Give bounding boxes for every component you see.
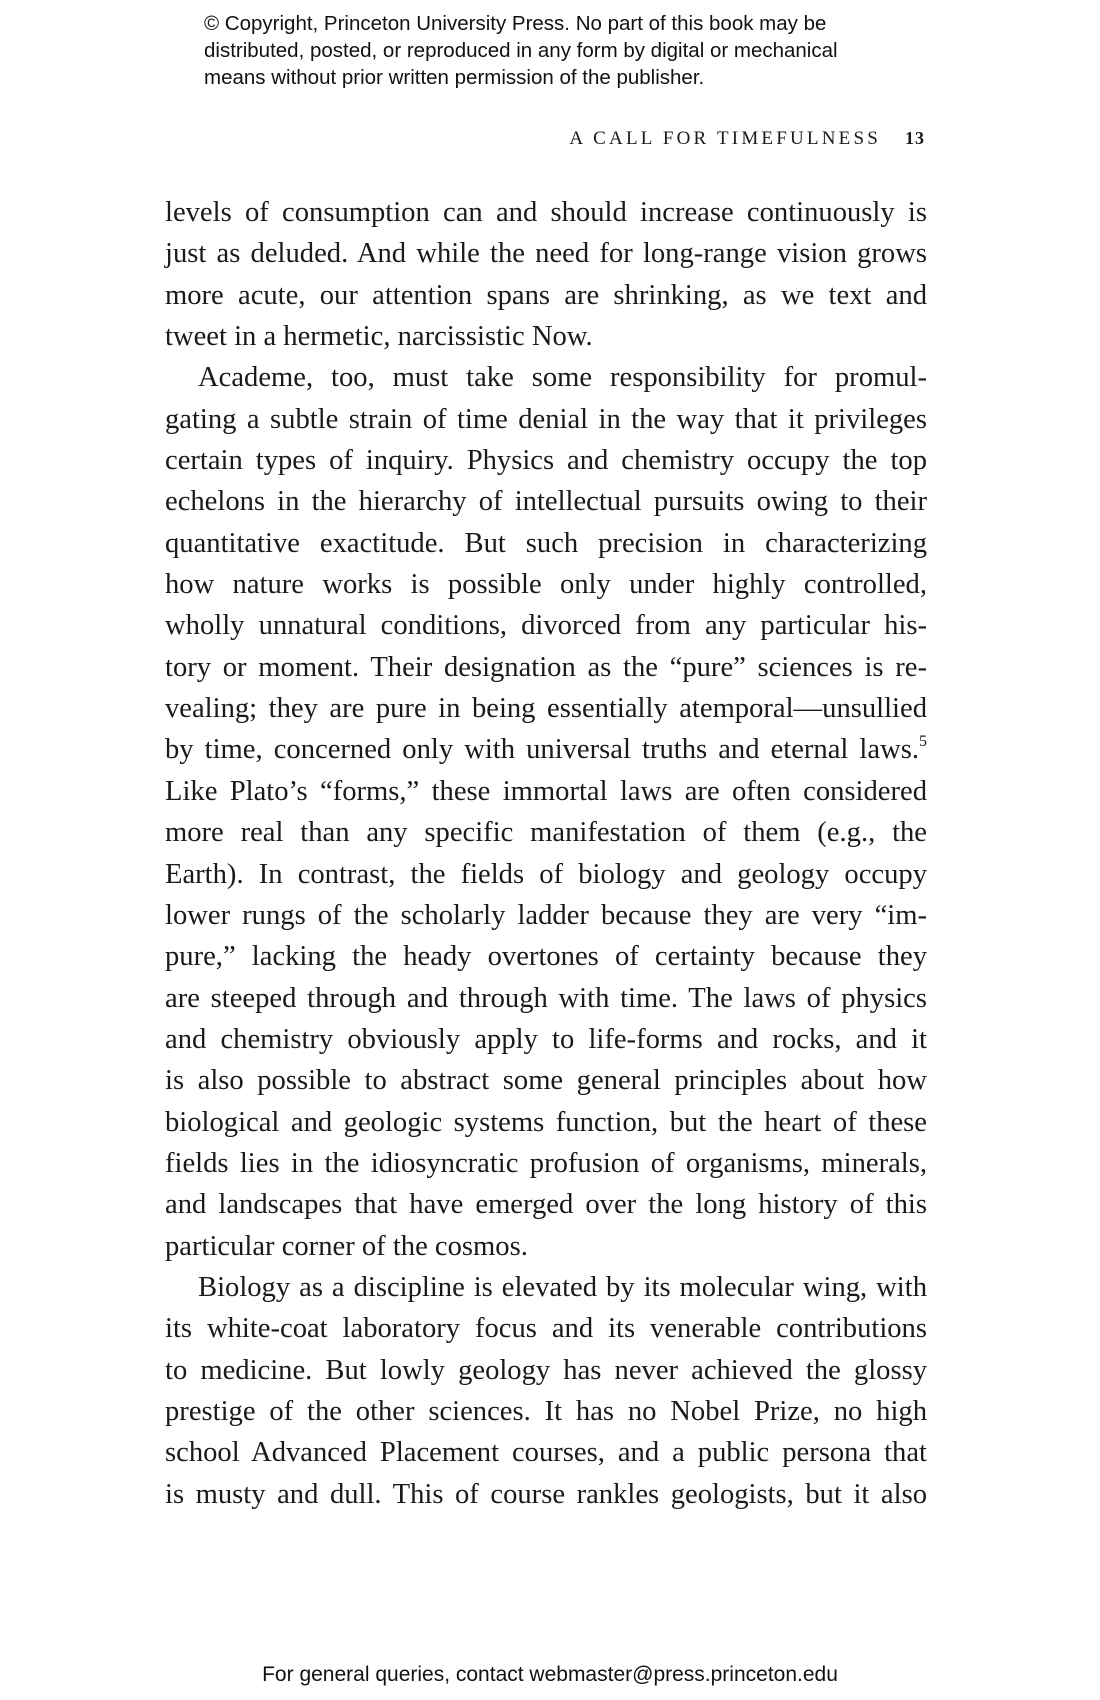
text-line-with-footnote [165,729,927,770]
paragraph-first-line: Academe, too, must take some responsibility for promul- [198,362,927,394]
text-line: wholly unnatural conditions, divorced from any particular his- [165,610,927,642]
text-line: more real than any specific manifestation of them (e.g., the [165,817,927,849]
text-line: tory or moment. Their designation as the “pure” sciences is re- [165,651,927,683]
copyright-notice [204,10,924,91]
text-line: pure,” lacking the heady overtones of certainty because they [165,941,927,973]
text-line: is also possible to abstract some general principles about how [165,1065,927,1097]
copyright-notice-line: distributed, posted, or reproduced in any form by digital or mechanical [204,39,838,62]
text-line: school Advanced Placement courses, and a public persona that [165,1437,927,1469]
paragraph-first-line: Biology as a discipline is elevated by its molecular wing, with [198,1271,927,1303]
text-line: is musty and dull. This of course rankles geologists, but it also [165,1478,927,1510]
copyright-notice-line: means without prior written permission of the publisher. [204,66,705,89]
text-line: gating a subtle strain of time denial in the way that it privileges [165,403,927,435]
text-line: more acute, our attention spans are shrinking, as we text and [165,279,927,311]
copyright-notice-line: © Copyright, Princeton University Press. No part of this book may be [204,12,827,35]
text-line: lower rungs of the scholarly ladder because they are very “im- [165,899,927,931]
text-line: and chemistry obviously apply to life-forms and rocks, and it [165,1023,927,1055]
footer-contact: For general queries, contact webmaster@press.princeton.edu [262,1663,838,1686]
text-line: to medicine. But lowly geology has never achieved the glossy [165,1354,927,1386]
page-number: 13 [905,128,925,148]
text-line: echelons in the hierarchy of intellectual pursuits owing to their [165,486,927,518]
text-line: particular corner of the cosmos. [165,1230,528,1262]
text-line: Earth). In contrast, the fields of biology and geology occupy [165,858,927,890]
running-head [165,128,925,150]
text-line: biological and geologic systems function, but the heart of these [165,1106,927,1138]
text-line: certain types of inquiry. Physics and chemistry occupy the top [165,445,927,477]
text-line: and landscapes that have emerged over the long history of this [165,1189,927,1221]
text-line: prestige of the other sciences. It has no Nobel Prize, no high [165,1395,927,1427]
text-line: levels of consumption can and should increase continuously is [165,197,927,228]
body-text [165,192,927,1515]
text-line: how nature works is possible only under highly controlled, [165,569,927,601]
text-line-content: by time, concerned only with universal truths and eternal laws. [165,734,919,766]
text-line: are steeped through and through with time. The laws of physics [165,982,927,1014]
text-line: vealing; they are pure in being essentially atemporal—unsullied [165,693,927,725]
text-line: just as deluded. And while the need for long-range vision grows [165,238,927,270]
text-line: Like Plato’s “forms,” these immortal laws are often considered [165,775,927,807]
text-line: quantitative exactitude. But such precision in characterizing [165,527,927,559]
text-line: fields lies in the idiosyncratic profusion of organisms, minerals, [165,1147,927,1179]
running-head-title: A CALL FOR TIMEFULNESS [569,128,881,149]
text-line: tweet in a hermetic, narcissistic Now. [165,321,593,353]
text-line: its white-coat laboratory focus and its venerable contributions [165,1313,927,1345]
footnote-reference[interactable]: 5 [919,733,927,751]
